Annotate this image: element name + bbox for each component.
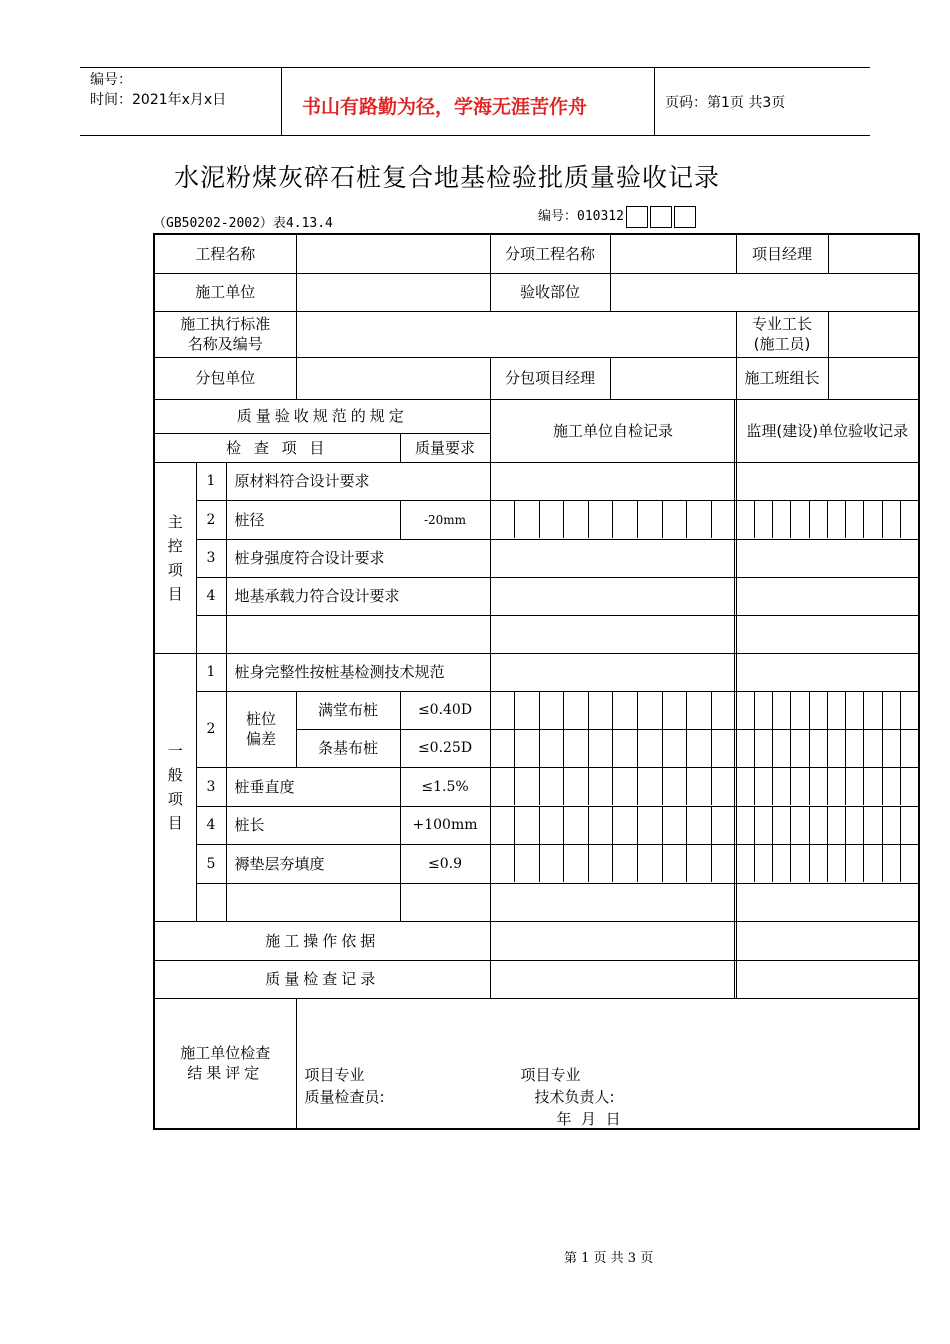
general-item-name: 桩身完整性按桩基检测技术规范: [226, 653, 490, 691]
acceptance-part-value[interactable]: [610, 273, 919, 311]
supervisor-cell[interactable]: [736, 653, 919, 691]
general-item-name: 桩长: [226, 806, 400, 844]
main-item-requirement: -20mm: [400, 500, 490, 539]
supervisor-grid[interactable]: [736, 767, 919, 806]
quality-record-supervisor[interactable]: [736, 960, 919, 998]
general-char-3: 项: [167, 790, 183, 808]
foreman-line1: 专业工长: [752, 315, 813, 333]
standard-name-line2: 名称及编号: [187, 335, 263, 353]
project-manager-value[interactable]: [828, 234, 919, 273]
project-manager-label: 项目经理: [736, 234, 828, 273]
main-control-char-2: 控: [167, 536, 183, 555]
sign-date: 年 月 日: [556, 1109, 621, 1128]
foreman-label: [736, 311, 828, 357]
standard-name-value[interactable]: [296, 311, 736, 357]
tech-lead-line2: 技术负责人:: [534, 1087, 615, 1106]
supervisor-cell[interactable]: [736, 883, 919, 921]
construction-basis-supervisor[interactable]: [736, 921, 919, 960]
requirement-header: 质量要求: [400, 433, 490, 462]
general-subitem-name: 条基布桩: [296, 729, 400, 767]
general-item-requirement-empty: [400, 883, 490, 921]
acceptance-part-label: 验收部位: [490, 273, 610, 311]
general-subitem-name: 满堂布桩: [296, 691, 400, 729]
general-label: [154, 653, 196, 921]
sub-pm-value[interactable]: [610, 357, 736, 399]
code-box-2[interactable]: [650, 206, 672, 228]
standard-reference: （GB50202-2002）表4.13.4: [153, 216, 333, 231]
subcontractor-label: 分包单位: [154, 357, 296, 399]
team-leader-label: 施工班组长: [736, 357, 828, 399]
main-item-name: 桩身强度符合设计要求: [226, 539, 490, 577]
inspector-line2: 质量检查员:: [304, 1087, 385, 1106]
general-item-no: 1: [196, 653, 226, 691]
number-label: 编号：: [90, 72, 132, 88]
team-leader-value[interactable]: [828, 357, 919, 399]
inspection-form: [153, 233, 920, 1130]
pile-offset-line1: 桩位: [246, 710, 277, 728]
motto-text: 书山有路勤为径，学海无涯苦作舟: [302, 96, 588, 118]
main-control-char-4: 目: [167, 584, 183, 603]
general-item-name: [226, 691, 296, 767]
self-check-cell[interactable]: [490, 539, 736, 577]
sub-pm-label: 分包项目经理: [490, 357, 610, 399]
self-check-grid[interactable]: [490, 500, 736, 539]
general-item-requirement: ≤1.5%: [400, 767, 490, 806]
main-item-no: 3: [196, 539, 226, 577]
subcontractor-value[interactable]: [296, 357, 490, 399]
self-check-cell[interactable]: [490, 462, 736, 500]
main-item-no: 2: [196, 500, 226, 539]
evaluation-line2: 结果评定: [187, 1064, 264, 1083]
standard-name-line1: 施工执行标准: [180, 315, 271, 333]
self-check-cell[interactable]: [490, 653, 736, 691]
general-item-requirement: ≤0.25D: [400, 729, 490, 767]
pile-offset-line2: 偏差: [246, 730, 277, 748]
supervisor-grid[interactable]: [736, 844, 919, 883]
main-item-name: 桩径: [226, 500, 400, 539]
project-name-label: 工程名称: [154, 234, 296, 273]
general-item-no: 3: [196, 767, 226, 806]
supervisor-cell[interactable]: [736, 539, 919, 577]
self-check-grid[interactable]: [490, 767, 736, 806]
page-footer: 第 1 页 共 3 页: [564, 1251, 654, 1266]
self-check-header: 施工单位自检记录: [490, 399, 736, 462]
self-check-cell[interactable]: [490, 883, 736, 921]
standard-name-label: [154, 311, 296, 357]
general-char-1: 一: [167, 742, 183, 760]
evaluation-line1: 施工单位检查: [180, 1044, 271, 1063]
supervisor-grid[interactable]: [736, 500, 919, 539]
main-item-name: 地基承载力符合设计要求: [226, 577, 490, 615]
quality-record-value[interactable]: [490, 960, 736, 998]
main-control-char-3: 项: [167, 560, 183, 579]
supervisor-cell[interactable]: [736, 615, 919, 653]
construction-unit-value[interactable]: [296, 273, 490, 311]
general-item-no: 4: [196, 806, 226, 844]
self-check-cell[interactable]: [490, 615, 736, 653]
main-item-no-empty: [196, 615, 226, 653]
general-item-name: 桩垂直度: [226, 767, 400, 806]
supervisor-cell[interactable]: [736, 577, 919, 615]
general-item-no: 5: [196, 844, 226, 883]
inspector-line1: 项目专业: [304, 1065, 365, 1084]
main-item-no: 4: [196, 577, 226, 615]
sub-project-value[interactable]: [610, 234, 736, 273]
quality-record-label: 质量检查记录: [154, 960, 490, 998]
page-info: 页码：第1页 共3页: [665, 95, 786, 111]
foreman-value[interactable]: [828, 311, 919, 357]
general-item-name: 褥垫层夯填度: [226, 844, 400, 883]
document-title: 水泥粉煤灰碎石桩复合地基检验批质量验收记录: [174, 163, 721, 192]
self-check-grid[interactable]: [490, 844, 736, 883]
construction-basis-value[interactable]: [490, 921, 736, 960]
main-control-char-1: 主: [167, 512, 183, 531]
supervisor-grid[interactable]: [736, 729, 919, 767]
spec-header: 质量验收规范的规定: [154, 399, 490, 433]
project-name-value[interactable]: [296, 234, 490, 273]
general-item-requirement: ≤0.40D: [400, 691, 490, 729]
general-item-requirement: ≤0.9: [400, 844, 490, 883]
main-item-no: 1: [196, 462, 226, 500]
foreman-line2: (施工员): [753, 335, 811, 353]
construction-basis-label: 施工操作依据: [154, 921, 490, 960]
general-char-2: 般: [167, 766, 183, 784]
general-item-no-empty: [196, 883, 226, 921]
supervisor-grid[interactable]: [736, 691, 919, 729]
document-code: [538, 205, 696, 229]
general-item-requirement: +100mm: [400, 806, 490, 844]
main-item-name-empty: [226, 615, 490, 653]
construction-unit-label: 施工单位: [154, 273, 296, 311]
main-control-label: [154, 462, 196, 653]
tech-lead-line1: 项目专业: [520, 1065, 581, 1084]
evaluation-signature-area[interactable]: [296, 998, 919, 1129]
check-item-header: 检 查 项 目: [154, 433, 400, 462]
self-check-grid[interactable]: [490, 729, 736, 767]
self-check-grid[interactable]: [490, 691, 736, 729]
main-item-name: 原材料符合设计要求: [226, 462, 490, 500]
code-box-1[interactable]: [626, 206, 648, 228]
code-box-3[interactable]: [674, 206, 696, 228]
supervisor-check-header: 监理(建设)单位验收记录: [736, 399, 919, 462]
self-check-cell[interactable]: [490, 577, 736, 615]
general-item-name-empty: [226, 883, 400, 921]
code-text: 编号：010312: [538, 209, 624, 224]
general-char-4: 目: [167, 814, 183, 832]
evaluation-label: [154, 998, 296, 1129]
general-item-no: 2: [196, 691, 226, 767]
time-label: 时间：2021年x月x日: [90, 92, 227, 108]
supervisor-grid[interactable]: [736, 806, 919, 844]
supervisor-cell[interactable]: [736, 462, 919, 500]
sub-project-label: 分项工程名称: [490, 234, 610, 273]
self-check-grid[interactable]: [490, 806, 736, 844]
